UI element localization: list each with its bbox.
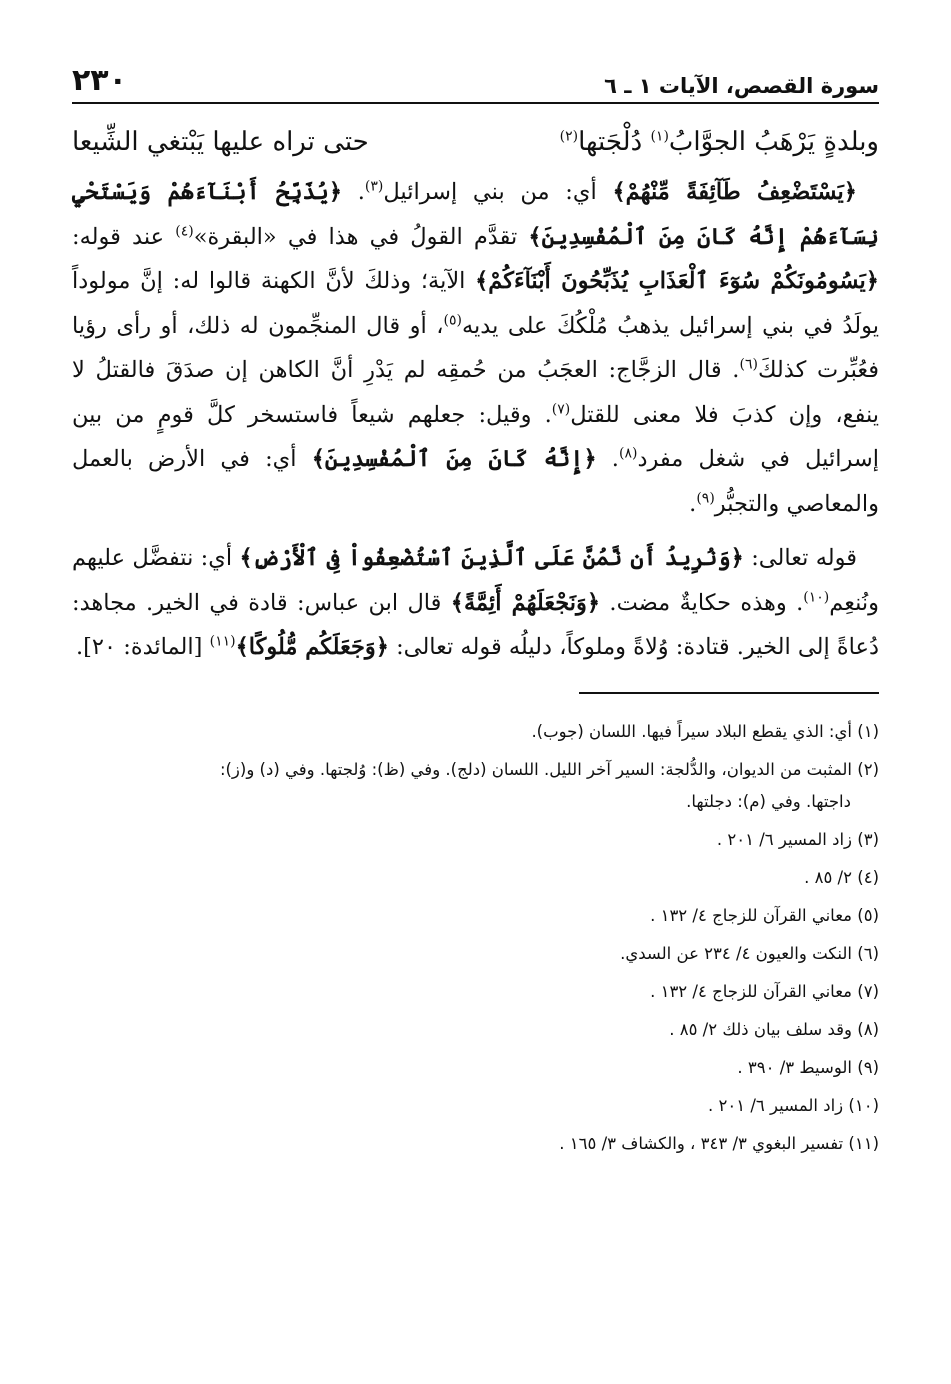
quran-quote: ﴿وَنُرِيدُ أَن نَّمُنَّ عَلَى ٱلَّذِينَ ٱسْتُضْعِفُواْ فِى ٱلْأَرْضِ﴾ [239,545,744,571]
quran-quote: ﴿إِنَّهُ كَانَ مِنَ ٱلْمُفْسِدِينَ﴾ [311,446,597,472]
footnote-text: وقد سلف بيان ذلك ٢/ ٨٥ . [669,1019,852,1039]
verse-text: دُلْجَتها [578,127,651,157]
footnote [72,976,879,1008]
body-text: أي: نتفضَّل عليهم ونُنعِم [72,545,879,616]
footnote-text: أي: الذي يقطع البلاد سيراً فيها. اللسان (جوب). [531,721,852,741]
quran-quote: ﴿يَسْتَضْعِفُ طَآئِفَةً مِّنْهُمْ﴾ [612,179,857,205]
footnote [72,862,879,894]
running-head-title: سورة القصص، الآيات ١ ـ ٦ [604,74,879,98]
footnote-text: تفسير البغوي ٣/ ٣٤٣ ، والكشاف ٣/ ١٦٥ . [559,1133,844,1153]
footnote-text: المثبت من الديوان، والدُّلجة: السير آخر الليل. اللسان (دلج). وفي (ظ): وُلجتها. وفي (د) و(ز): [219,759,852,779]
body-text: . وهذه حكايةٌ مضت. [600,589,804,616]
poetry-verse [72,118,879,166]
footnote-number: (٢) [857,759,879,779]
body-text: الآية؛ وذلكَ لأنَّ الكهنة قالوا له: إنَّ مولوداً يولَدُ في بني إسرائيل يذهبُ مُلْكُكَ على يديه [72,268,879,339]
footnote-number: (١) [857,721,879,741]
footnote-ref[interactable]: (١) [650,128,669,145]
footnote-number: (٣) [857,829,879,849]
footnote-ref[interactable]: (٨) [618,445,638,462]
verse-hemistich-second: حتى تراه عليها يَبْتغي الشِّيعا [72,127,369,157]
footnote-ref[interactable]: (٩) [696,490,715,506]
footnotes-list [72,716,879,1160]
quran-quote: ﴿وَجَعَلَكُم مُّلُوكًا﴾ [235,634,389,660]
footnote-number: (٦) [857,943,879,963]
paragraph [72,170,879,526]
footnote-number: (٧) [857,981,879,1001]
body-text: . [689,490,697,517]
verse-hemistich-first [560,118,879,166]
footnote [72,1090,879,1122]
body-text: تقدَّم القولُ في هذا في «البقرة» [193,223,529,250]
body-text: قال ابن عباس: قادة في الخير. مجاهد: دُعاةً إلى الخير. قتادة: وُلاةً وملوكاً، دليلُه قوله تعالى: [72,589,879,660]
footnote-number: (٥) [857,905,879,925]
body-text: [المائدة: ٢٠]. [75,634,210,660]
quran-quote: ﴿يُذَبِّحُ أَبْنَآءَهُمْ وَيَسْتَحْيِ نِسَآءَهُمْ إِنَّهُ كَانَ مِنَ ٱلْمُفْسِدِينَ﴾ [72,179,879,250]
paragraph [72,536,879,670]
running-head [72,58,879,104]
footnote-ref[interactable]: (٢) [559,128,579,145]
footnote-ref[interactable]: (١٠) [803,589,830,605]
footnote-text: معاني القرآن للزجاج ٤/ ١٣٢ . [650,905,852,925]
footnote [72,754,879,818]
footnote [72,1014,879,1046]
footnote [72,938,879,970]
footnote-text: زاد المسير ٦/ ٢٠١ . [708,1095,844,1115]
footnote-text: ٢/ ٨٥ . [804,867,852,887]
footnote-number: (١٠) [848,1095,879,1115]
footnote [72,716,879,748]
body-text: . [596,446,619,472]
body-text: أي: في الأرض بالعمل والمعاصي والتجبُّر [72,446,879,517]
footnote [72,1052,879,1084]
footnote-number: (٨) [857,1019,879,1039]
body-text: ، أو قال المنجِّمون له ذلك، أو رأى رؤيا فعُبِّرت كذلكَ [72,312,879,383]
footnote-ref[interactable]: (١١) [209,633,236,650]
footnote-ref[interactable]: (٦) [739,356,758,373]
body-text: . قال الزجَّاج: العجَبُ من حُمقِه لم يَدْرِ أنَّ الكاهن إن صدَقَ فالقتلُ لا ينفع، وإن كذبَ فلا معنى للقتل [72,357,880,428]
body-text: عند قوله: [72,223,176,250]
body-text: . [342,179,365,205]
footnote-ref[interactable]: (٥) [443,312,462,328]
footnote [72,1128,879,1160]
footnote-ref[interactable]: (٣) [364,178,384,195]
footnote-text: الوسيط ٣/ ٣٩٠ . [737,1057,852,1077]
body-text: أي: من بني إسرائيل [383,179,613,205]
body-text: قوله تعالى: [743,545,857,571]
footnote-ref[interactable]: (٤) [175,223,194,239]
footnote-number: (٩) [857,1057,879,1077]
body-text: . وقيل: جعلهم شيعاً فاستسخر كلَّ قومٍ من بين إسرائيل في شغل مفرد [72,401,879,472]
footnote [72,824,879,856]
footnote-text: زاد المسير ٦/ ٢٠١ . [716,829,852,849]
footnote-ref[interactable]: (٧) [551,401,571,417]
footnote-separator [579,692,879,694]
quran-quote: ﴿وَنَجْعَلَهُمْ أَئِمَّةً﴾ [450,589,601,616]
footnote-text: معاني القرآن للزجاج ٤/ ١٣٢ . [650,981,852,1001]
quran-quote: ﴿يَسُومُونَكُمْ سُوٓءَ ٱلْعَذَابِ يُذَبِّحُونَ أَبْنَآءَكُمْ﴾ [475,268,879,294]
footnote-continuation: داجتها. وفي (م): دجلتها. [686,791,851,811]
footnote-number: (١١) [848,1133,879,1153]
footnote-text: النكت والعيون ٤/ ٢٣٤ عن السدي. [620,943,852,963]
verse-text: وبلدةٍ يَرْهَبُ الجوَّابُ [668,127,879,157]
footnote-number: (٤) [857,867,879,887]
page-number: ٢٣٠ [72,63,127,98]
footnote [72,900,879,932]
commentary-body [72,170,879,670]
